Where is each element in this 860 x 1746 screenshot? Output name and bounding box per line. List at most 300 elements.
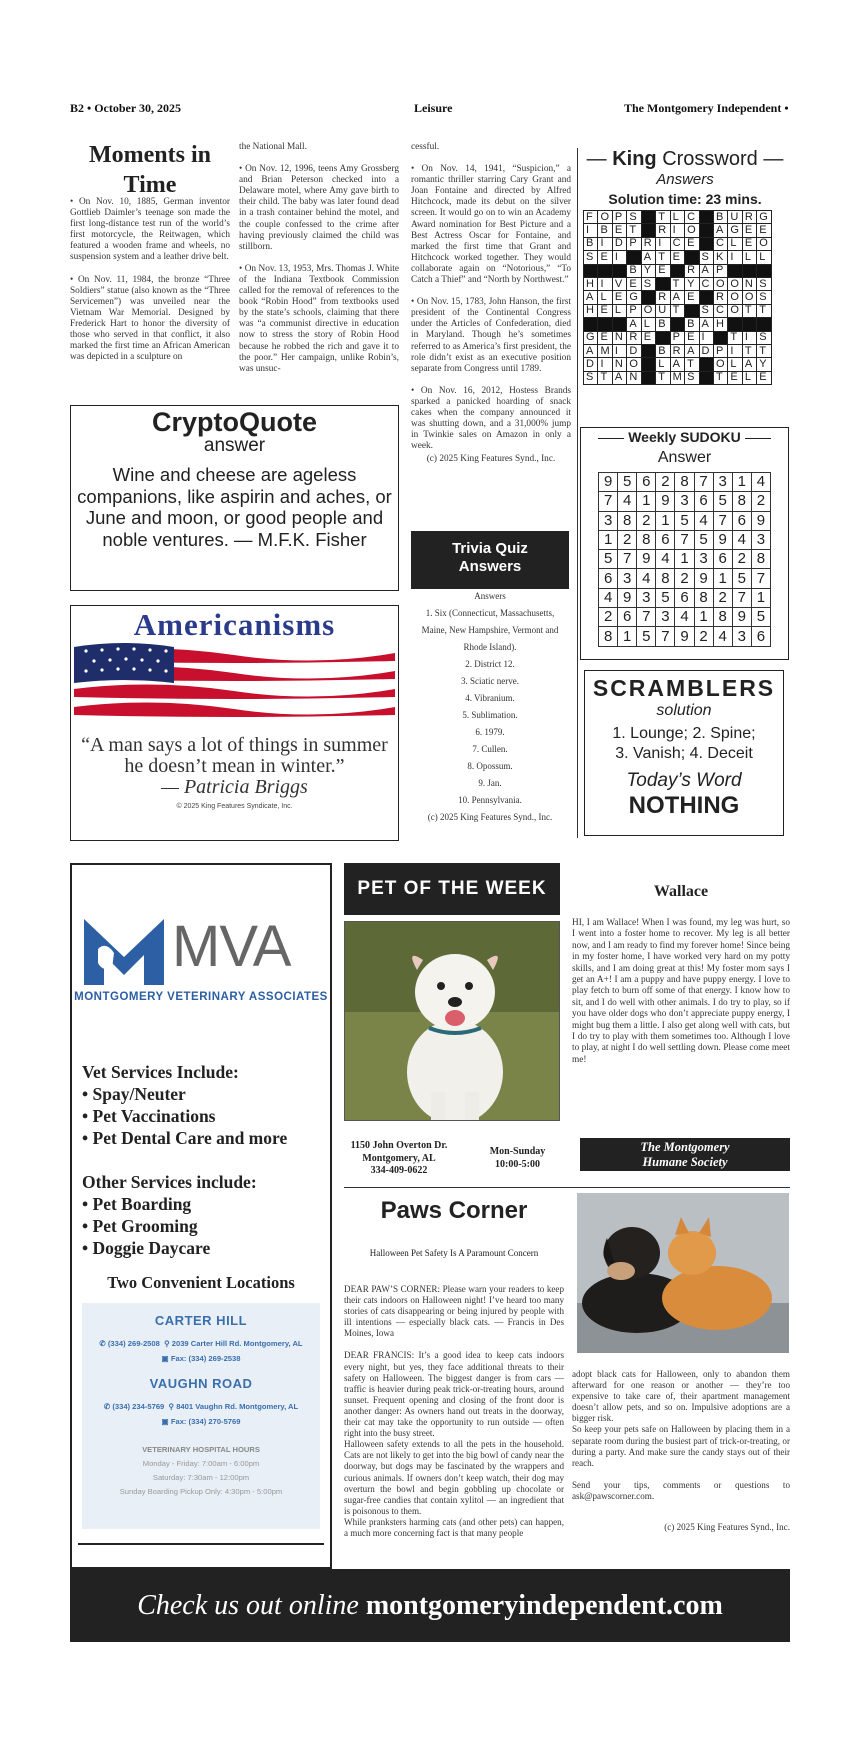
crossword-cell: O <box>598 211 612 224</box>
sudoku-cell: 7 <box>751 569 770 588</box>
crossword-cell: I <box>598 237 612 250</box>
crossword-cell: E <box>757 371 771 384</box>
section-name: Leisure <box>414 101 453 115</box>
americanisms-author: — Patricia Briggs <box>161 776 308 798</box>
sudoku-row <box>599 530 771 549</box>
cryptoquote-box <box>70 405 399 591</box>
crossword-cell: E <box>612 224 626 237</box>
sudoku-cell: 4 <box>694 511 713 530</box>
sudoku-cell: 4 <box>713 627 732 646</box>
crossword-row <box>584 344 772 357</box>
crossword-cell: S <box>757 331 771 344</box>
crossword-block <box>584 264 598 277</box>
crossword-cell: P <box>627 304 641 317</box>
sudoku-cell: 1 <box>694 608 713 627</box>
crossword-cell: A <box>584 344 598 357</box>
todays-word: NOTHING <box>628 792 740 819</box>
americanisms-box <box>70 605 399 841</box>
crossword-cell: O <box>728 304 742 317</box>
trivia-label: Answers <box>474 591 506 601</box>
sudoku-cell: 2 <box>656 473 675 492</box>
location-fax <box>82 1414 320 1429</box>
crossword-block <box>742 318 756 331</box>
crossword-cell: B <box>627 264 641 277</box>
crossword-block <box>584 318 598 331</box>
sudoku-cell: 3 <box>694 550 713 569</box>
dog-photo <box>344 921 560 1121</box>
location-phone[interactable]: (334) 269-2508 <box>107 1339 160 1348</box>
trivia-answers <box>411 588 569 826</box>
crossword-block <box>728 318 742 331</box>
paws-corner-title: Paws Corner <box>380 1197 528 1224</box>
crossword-cell: M <box>670 371 684 384</box>
sudoku-cell: 2 <box>599 608 618 627</box>
crossword-cell: B <box>685 318 699 331</box>
moments-item: • On Nov. 10, 1885, German inventor Gottlieb Daimler’s teenage son made the first long-distance test run of the world’s first motorcycle, the Reitwagen, which featured a wooden frame and wheels, no suspension system and a leather drive belt. <box>70 197 230 263</box>
scramblers-title: SCRAMBLERS <box>592 675 776 701</box>
crossword-cell: A <box>584 291 598 304</box>
crossword-cell: L <box>598 291 612 304</box>
moments-item: • On Nov. 16, 2012, Hostess Brands sparked a panicked hoarding of snack cakes when the company announced it was shutting down, and a 31,000% jump in Twinkie sales on Amazon in only a week. <box>411 385 571 452</box>
crossword-cell: Y <box>685 277 699 290</box>
crossword-cell: P <box>713 264 727 277</box>
crossword-cell: L <box>670 211 684 224</box>
hours-line: Saturday: 7:30am - 12:00pm <box>152 1473 250 1482</box>
crossword-cell: T <box>713 371 727 384</box>
crossword-cell: L <box>641 318 655 331</box>
crossword-block <box>598 318 612 331</box>
crossword-cell: D <box>612 237 626 250</box>
mva-logo <box>84 915 330 987</box>
crossword-block <box>612 318 626 331</box>
services-heading: Vet Services Include: <box>82 1062 239 1082</box>
paws-paragraph: Halloween safety extends to all the pets in the household. Cats are not likely to get into the big bowl of candy near the doorway, but dogs may be fascinated by the wrappers and curious animals. If owners don’t keep watch, their dog may overturn the bowl and begin gobbling up chocolate or sugar-free candies that contain xylitol — an ingredient that is poisonous to them. <box>344 1439 564 1516</box>
crossword-cell: A <box>713 224 727 237</box>
crossword-cell: P <box>713 344 727 357</box>
sudoku-cell: 5 <box>637 627 656 646</box>
sudoku-cell: 6 <box>732 511 751 530</box>
sudoku-cell: 8 <box>637 530 656 549</box>
trivia-copyright: (c) 2025 King Features Synd., Inc. <box>427 812 553 822</box>
sudoku-row <box>599 473 771 492</box>
crossword-row <box>584 331 772 344</box>
crossword-cell: C <box>685 211 699 224</box>
sudoku-cell: 8 <box>656 569 675 588</box>
sudoku-cell: 5 <box>656 588 675 607</box>
crossword-cell: N <box>612 331 626 344</box>
moments-item: • On Nov. 13, 1953, Mrs. Thomas J. White of the Indiana Textbook Commission called for the removal of references to the book “Robin Hood” from textbooks used by the state’s schools, claiming that there was “a communist directive in education now to stress the story of Robin Hood because he robbed the rich and gave it to the poor.” Her campaign, unlike Robin’s, was unsuc- <box>239 263 399 374</box>
sudoku-row <box>599 550 771 569</box>
service-item: • Pet Boarding <box>82 1194 192 1214</box>
sudoku-cell: 1 <box>732 473 751 492</box>
crossword-block <box>670 318 684 331</box>
paws-copyright: (c) 2025 King Features Synd., Inc. <box>664 1522 790 1533</box>
crossword-cell: E <box>685 291 699 304</box>
mva-full-name: MONTGOMERY VETERINARY ASSOCIATES <box>74 991 328 1003</box>
crossword-cell: S <box>627 211 641 224</box>
crossword-cell: N <box>612 358 626 371</box>
sudoku-cell: 7 <box>675 530 694 549</box>
crossword-cell: D <box>699 344 713 357</box>
crossword-cell: I <box>699 331 713 344</box>
crossword-block <box>641 358 655 371</box>
crossword-cell: O <box>757 237 771 250</box>
sudoku-cell: 4 <box>732 530 751 549</box>
crossword-block <box>757 318 771 331</box>
crossword-row <box>584 358 772 371</box>
sudoku-cell: 5 <box>599 550 618 569</box>
sudoku-row <box>599 608 771 627</box>
crossword-cell: P <box>670 331 684 344</box>
crossword-title: — King Crossword — <box>586 148 784 170</box>
service-item: • Pet Grooming <box>82 1216 198 1236</box>
crossword-cell: G <box>584 331 598 344</box>
hours-line: Monday - Friday: 7:00am - 6:00pm <box>142 1459 260 1468</box>
crossword-cell: T <box>742 344 756 357</box>
crossword-cell: I <box>742 331 756 344</box>
location-address: 2039 Carter Hill Rd. Montgomery, AL <box>171 1339 303 1348</box>
pin-icon: ⚲ <box>168 1402 175 1411</box>
sudoku-cell: 7 <box>637 608 656 627</box>
trivia-item: 1. Six (Connecticut, Massachusetts, <box>425 608 555 618</box>
location-address: 8401 Vaughn Rd. Montgomery, AL <box>176 1402 299 1411</box>
crossword-cell: T <box>627 224 641 237</box>
trivia-item: Rhode Island). <box>463 642 517 652</box>
crossword-cell: H <box>584 277 598 290</box>
crossword-solution-time: Solution time: 23 mins. <box>608 191 762 207</box>
sudoku-cell: 3 <box>599 511 618 530</box>
scramblers-box <box>584 670 784 836</box>
sudoku-cell: 7 <box>713 511 732 530</box>
crossword-cell: L <box>656 358 670 371</box>
sudoku-cell: 4 <box>618 492 637 511</box>
crossword-cell: O <box>627 358 641 371</box>
trivia-item: 10. Pennsylvania. <box>458 795 522 805</box>
pet-of-week-header: PET OF THE WEEK <box>344 863 560 915</box>
trivia-item: Maine, New Hampshire, Vermont and <box>421 625 559 635</box>
mva-brand-text: MVA <box>172 914 291 979</box>
sudoku-cell: 2 <box>694 627 713 646</box>
humane-society-banner <box>580 1138 790 1171</box>
trivia-item: 8. Opossum. <box>467 761 513 771</box>
crossword-cell: E <box>612 291 626 304</box>
crossword-cell: T <box>757 304 771 317</box>
crossword-cell: O <box>742 291 756 304</box>
sudoku-cell: 2 <box>618 530 637 549</box>
moments-item: the National Mall. <box>239 142 307 152</box>
scramblers-solution-label: solution <box>656 702 712 719</box>
sudoku-cell: 8 <box>713 608 732 627</box>
shelter-phone[interactable]: 334-409-0622 <box>370 1165 428 1176</box>
cryptoquote-title: CryptoQuote <box>152 407 317 437</box>
crossword-cell: L <box>757 251 771 264</box>
trivia-item: 6. 1979. <box>475 727 505 737</box>
trivia-item: 9. Jan. <box>478 778 502 788</box>
sudoku-cell: 2 <box>637 511 656 530</box>
crossword-row <box>584 211 772 224</box>
crossword-block <box>612 264 626 277</box>
crossword-cell: A <box>670 291 684 304</box>
american-flag-image <box>74 641 395 721</box>
crossword-cell: I <box>670 224 684 237</box>
locations-heading: Two Convenient Locations <box>107 1273 295 1292</box>
crossword-cell: B <box>713 211 727 224</box>
publication-name: The Montgomery Independent • <box>624 101 789 115</box>
footer-tagline: Check us out online <box>137 1590 359 1621</box>
sudoku-cell: 1 <box>751 588 770 607</box>
mva-services <box>82 1061 330 1259</box>
crossword-cell: L <box>728 237 742 250</box>
sudoku-cell: 5 <box>694 530 713 549</box>
sudoku-cell: 8 <box>675 473 694 492</box>
moments-item: cessful. <box>411 142 440 152</box>
sudoku-cell: 8 <box>618 511 637 530</box>
crossword-block <box>627 251 641 264</box>
sudoku-cell: 9 <box>751 511 770 530</box>
paws-paragraph: So keep your pets safe on Halloween by placing them in a separate room during the busiest part of trick-or-treating, or during a party. And make sure the candy stays out of their reach. <box>572 1424 790 1468</box>
crossword-cell: I <box>584 224 598 237</box>
crossword-cell: R <box>627 331 641 344</box>
crossword-cell: T <box>728 331 742 344</box>
crossword-cell: T <box>656 211 670 224</box>
other-services-heading: Other Services include: <box>82 1172 257 1192</box>
crossword-cell: E <box>685 331 699 344</box>
sudoku-cell: 5 <box>618 473 637 492</box>
sudoku-cell: 2 <box>675 569 694 588</box>
moments-item: • On Nov. 11, 1984, the bronze “Three Soldiers” statue (also known as the “Three Servicemen”) was unveiled near the Vietnam War Memorial. Designed by Frederick Hart to honor the diversity of those who served in that conflict, it also marked the first time an African American was depicted in a sculpture on <box>70 274 230 363</box>
service-item: • Pet Dental Care and more <box>82 1128 288 1148</box>
society-line: Humane Society <box>642 1155 728 1169</box>
crossword-cell: P <box>612 211 626 224</box>
crossword-cell: R <box>742 211 756 224</box>
crossword-cell: E <box>685 237 699 250</box>
crossword-block <box>598 264 612 277</box>
paws-paragraph: adopt black cats for Halloween, only to abandon them afterward for one reason or another — they’re too expensive to take care of, their apartment management doesn’t allow pets, and so on. Impulsive adoptions are a bigger risk. <box>572 1369 790 1424</box>
sudoku-cell: 4 <box>637 569 656 588</box>
crossword-cell: U <box>656 304 670 317</box>
sudoku-title-text: Weekly SUDOKU <box>628 429 741 445</box>
crossword-row <box>584 371 772 384</box>
page-info: B2 • October 30, 2025 <box>70 101 181 115</box>
sudoku-cell: 6 <box>751 627 770 646</box>
sudoku-row <box>599 627 771 646</box>
crossword-row <box>584 264 772 277</box>
crossword-cell: R <box>685 264 699 277</box>
cryptoquote-answer: Wine and cheese are ageless companions, like aspirin and aches, or June and moon, or good people and noble ventures. — M.F.K. Fisher <box>77 464 392 550</box>
sudoku-cell: 3 <box>656 608 675 627</box>
crossword-cell: R <box>670 344 684 357</box>
mva-ad <box>70 863 332 1569</box>
crossword-cell: T <box>656 371 670 384</box>
cryptoquote-subtitle: answer <box>203 435 266 456</box>
fax-icon: ▣ <box>161 1417 169 1426</box>
crossword-cell: A <box>699 318 713 331</box>
sudoku-cell: 8 <box>694 588 713 607</box>
crossword-block <box>641 344 655 357</box>
crossword-cell: A <box>641 251 655 264</box>
address-line: 1150 John Overton Dr. <box>350 1140 448 1151</box>
sudoku-title <box>581 429 788 445</box>
crossword-cell: A <box>742 358 756 371</box>
sudoku-cell: 4 <box>675 608 694 627</box>
hours-line: Sunday Boarding Pickup Only: 4:30pm - 5:00pm <box>119 1487 283 1496</box>
crossword-cell: O <box>641 304 655 317</box>
crossword-cell: S <box>699 251 713 264</box>
crossword-cell: C <box>713 304 727 317</box>
crossword-cell: I <box>656 237 670 250</box>
shelter-address <box>344 1140 454 1178</box>
sudoku-cell: 4 <box>599 588 618 607</box>
moments-item: • On Nov. 12, 1996, teens Amy Grossberg and Brian Peterson checked into a Delaware motel, where Amy gave birth to their child. The baby was later found dead in a trash container behind the motel, and the couple confessed to the crime after having previously claimed the child was stillborn. <box>239 164 399 252</box>
crossword-cell: N <box>742 277 756 290</box>
sudoku-cell: 2 <box>751 492 770 511</box>
crossword-title-rest: Crossword <box>662 148 758 170</box>
trivia-item: 4. Vibranium. <box>465 693 515 703</box>
crossword-cell: S <box>757 291 771 304</box>
sudoku-cell: 5 <box>675 511 694 530</box>
sudoku-cell: 9 <box>675 627 694 646</box>
crossword-block <box>699 224 713 237</box>
crossword-block <box>699 358 713 371</box>
sudoku-row <box>599 492 771 511</box>
scramblers-answer-line: 1. Lounge; 2. Spine; <box>612 725 756 742</box>
crossword-cell: E <box>656 264 670 277</box>
crossword-block <box>641 211 655 224</box>
sudoku-cell: 1 <box>599 530 618 549</box>
crossword-block <box>699 237 713 250</box>
sudoku-cell: 3 <box>675 492 694 511</box>
crossword-cell: E <box>598 331 612 344</box>
sudoku-cell: 5 <box>751 608 770 627</box>
crossword-cell: O <box>685 224 699 237</box>
trivia-subtitle: Answers <box>458 558 522 575</box>
moments-copyright: (c) 2025 King Features Synd., Inc. <box>426 454 556 465</box>
paws-paragraph: Send your tips, comments or questions to ask@pawscorner.com. <box>572 1479 790 1501</box>
crossword-cell: R <box>656 291 670 304</box>
crossword-cell: A <box>685 344 699 357</box>
crossword-block <box>685 304 699 317</box>
moments-item: • On Nov. 15, 1783, John Hanson, the first president of the Continental Congress under the Articles of Confederation, died in Maryland. Though he’s sometimes referred to as America’s first president, the role didn’t exist as an executive position separate from Congress until 1789. <box>411 297 571 374</box>
crossword-cell: S <box>584 251 598 264</box>
footer-website-link[interactable]: montgomeryindependent.com <box>365 1590 723 1621</box>
locations-panel <box>82 1303 320 1529</box>
sudoku-cell: 7 <box>656 627 675 646</box>
crossword-cell: T <box>685 358 699 371</box>
sudoku-cell: 9 <box>694 569 713 588</box>
crossword-cell: O <box>713 277 727 290</box>
sudoku-cell: 6 <box>694 492 713 511</box>
sudoku-cell: 7 <box>618 550 637 569</box>
crossword-cell: I <box>612 251 626 264</box>
crossword-cell: L <box>742 251 756 264</box>
moments-item: • On Nov. 14, 1941, “Suspicion,” a romantic thriller starring Cary Grant and Joan Fontaine and directed by Alfred Hitchcock, made its debut on the silver screen. It would go on to win an Academy Award nomination for Best Picture and a Best Actress Oscar for Fontaine, and marked the first time that Grant and Hitchcock worked together. They would collaborate again on “Notorious,” “To Catch a Thief” and “North by Northwest.” <box>411 164 571 286</box>
crossword-cell: B <box>598 224 612 237</box>
americanisms-title: Americanisms <box>133 607 336 642</box>
scramblers-answer-line: 3. Vanish; 4. Deceit <box>615 745 753 762</box>
crossword-cell: T <box>598 371 612 384</box>
crossword-block <box>713 331 727 344</box>
sudoku-cell: 2 <box>713 588 732 607</box>
crossword-row <box>584 251 772 264</box>
trivia-item: 5. Sublimation. <box>462 710 518 720</box>
sudoku-row <box>599 588 771 607</box>
crossword-cell: C <box>713 237 727 250</box>
crossword-cell: V <box>612 277 626 290</box>
dog-cat-illustration <box>577 1193 789 1353</box>
paws-col-2 <box>572 1369 790 1533</box>
crossword-cell: A <box>699 264 713 277</box>
sudoku-cell: 9 <box>618 588 637 607</box>
crossword-cell: R <box>713 291 727 304</box>
crossword-cell: O <box>728 291 742 304</box>
crossword-cell: T <box>670 304 684 317</box>
sudoku-cell: 1 <box>675 550 694 569</box>
sudoku-subtitle: Answer <box>657 449 712 466</box>
sudoku-cell: 6 <box>713 550 732 569</box>
crossword-block <box>728 264 742 277</box>
dog-illustration <box>345 922 560 1121</box>
crossword-cell: A <box>627 318 641 331</box>
society-line: The Montgomery <box>640 1140 730 1154</box>
crossword-cell: L <box>612 304 626 317</box>
trivia-item: 7. Cullen. <box>472 744 508 754</box>
crossword-cell: G <box>728 224 742 237</box>
crossword-cell: E <box>598 251 612 264</box>
pet-name: Wallace <box>653 883 709 900</box>
crossword-row <box>584 237 772 250</box>
sudoku-cell: 5 <box>713 492 732 511</box>
address-line: Montgomery, AL <box>362 1152 436 1164</box>
crossword-cell: T <box>742 304 756 317</box>
crossword-cell: E <box>742 237 756 250</box>
crossword-cell: E <box>757 224 771 237</box>
crossword-cell: S <box>757 277 771 290</box>
crossword-cell: G <box>757 211 771 224</box>
sudoku-cell: 3 <box>732 627 751 646</box>
footer-banner[interactable] <box>70 1569 790 1642</box>
hours-line: 10:00-5:00 <box>495 1158 540 1170</box>
sudoku-cell: 6 <box>599 569 618 588</box>
moments-col-1 <box>70 197 230 374</box>
sudoku-cell: 1 <box>656 511 675 530</box>
trivia-header <box>411 531 569 589</box>
crossword-block <box>670 264 684 277</box>
location-phone[interactable]: (334) 234-5769 <box>112 1402 165 1411</box>
sudoku-cell: 1 <box>618 627 637 646</box>
paws-paragraph: DEAR FRANCIS: It’s a good idea to keep cats indoors every night, but yes, they face additional threats to their safety on Halloween. The biggest danger is from cars — traffic is heavier during peak trick-or-treating hours, around sunset. Frequent opening and closing of the front door is another danger: As owners hand out treats in the doorway, their cat may take the opportunity to run outside — often right into the busy street. <box>344 1350 564 1439</box>
paws-corner-subtitle: Halloween Pet Safety Is A Paramount Concern <box>369 1248 539 1258</box>
service-item: • Spay/Neuter <box>82 1084 186 1104</box>
crossword-cell: I <box>598 358 612 371</box>
crossword-section <box>580 148 790 385</box>
crossword-row <box>584 277 772 290</box>
todays-word-label: Today’s Word <box>626 770 742 791</box>
paws-paragraph: DEAR PAW’S CORNER: Please warn your readers to keep their cats indoors on Halloween night! I’ve heard too many stories of cats disappearing or being injured by people with ill intentions — especially black cats. — Francis in Des Moines, Iowa <box>344 1284 564 1339</box>
dog-cat-photo <box>577 1193 789 1353</box>
crossword-cell: I <box>728 251 742 264</box>
location-name: CARTER HILL <box>154 1313 248 1328</box>
crossword-cell: Y <box>641 264 655 277</box>
fax-icon: ▣ <box>161 1354 169 1363</box>
sudoku-box <box>580 427 789 660</box>
sudoku-cell: 3 <box>713 473 732 492</box>
sudoku-cell: 8 <box>751 550 770 569</box>
trivia-item: 2. District 12. <box>465 659 515 669</box>
crossword-block <box>699 371 713 384</box>
crossword-row <box>584 304 772 317</box>
crossword-cell: P <box>627 237 641 250</box>
sudoku-cell: 7 <box>732 588 751 607</box>
